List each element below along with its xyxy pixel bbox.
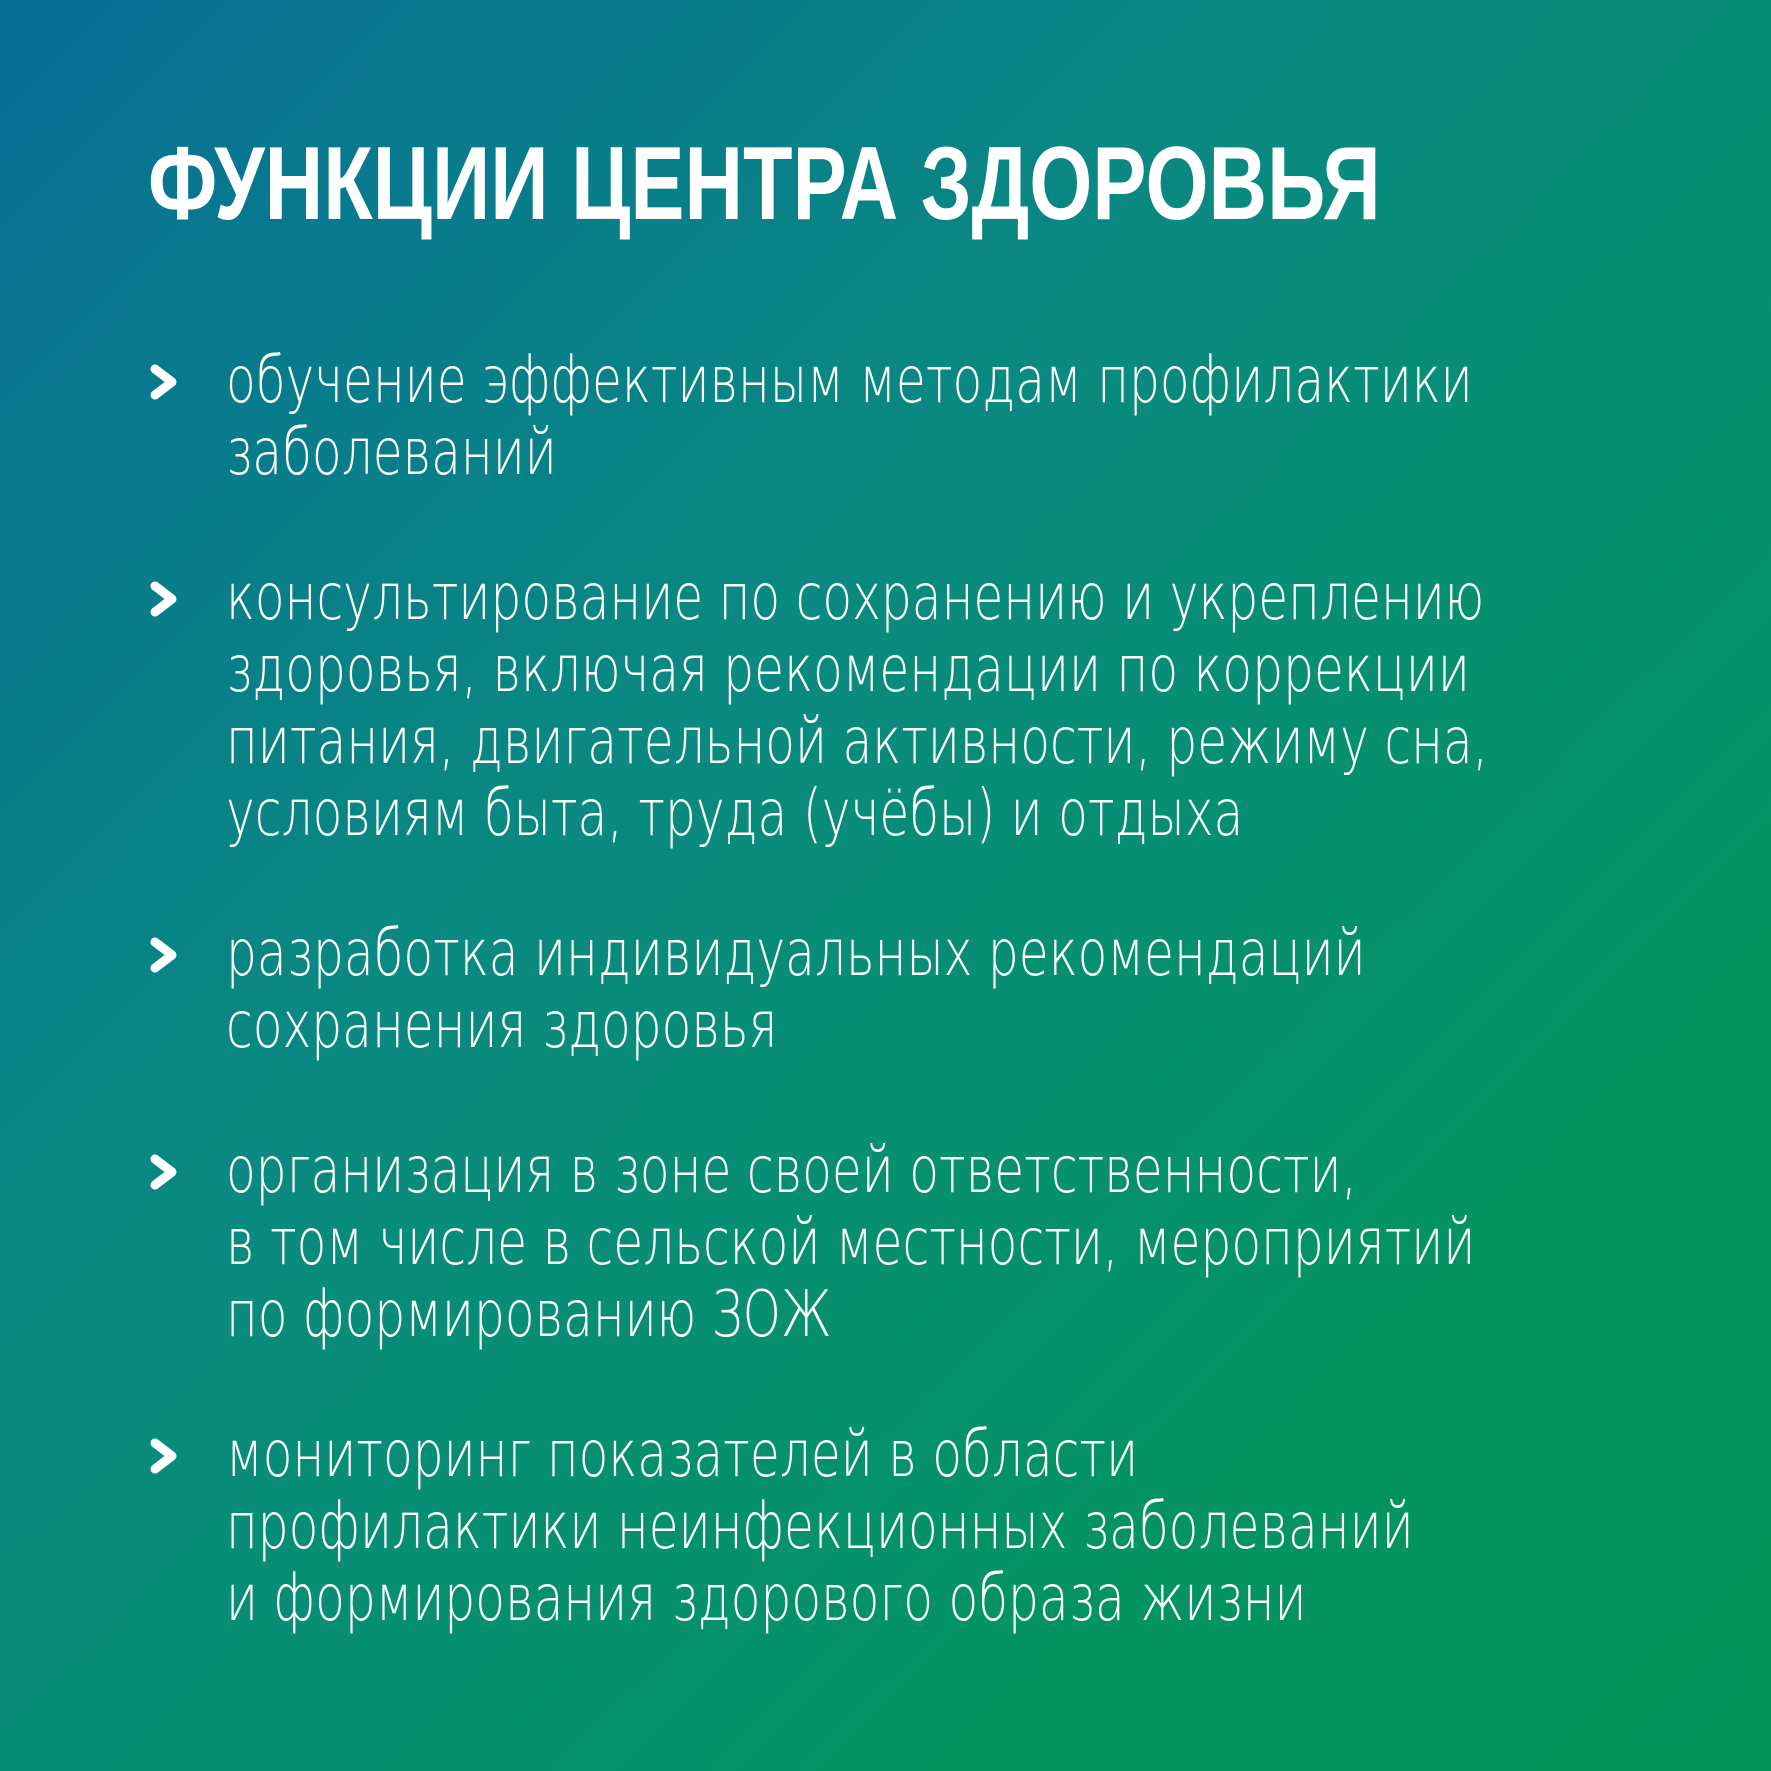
text-line: мониторинг показателей в области xyxy=(226,1418,1139,1492)
text-line: условиям быта, труда (учёбы) и отдыха xyxy=(226,777,1244,851)
chevron-right-icon xyxy=(148,1154,182,1190)
chevron-right-icon xyxy=(148,937,182,973)
chevron-right-icon xyxy=(148,581,182,617)
text-line: организация в зоне своей ответственности, xyxy=(226,1134,1358,1208)
text-line: и формирования здорового образа жизни xyxy=(226,1562,1307,1636)
text-line: здоровья, включая рекомендации по коррекции xyxy=(226,633,1470,707)
list-item-text xyxy=(226,918,1366,1062)
text-line: разработка индивидуальных рекомендаций xyxy=(226,917,1366,991)
chevron-right-icon xyxy=(148,1438,182,1474)
text-line: консультирование по сохранению и укреплению xyxy=(226,561,1485,635)
text-line: в том числе в сельской местности, мероприятий xyxy=(226,1206,1476,1280)
text-line: питания, двигательной активности, режиму сна, xyxy=(226,705,1489,779)
page-title: ФУНКЦИИ ЦЕНТРА ЗДОРОВЬЯ xyxy=(148,126,1381,242)
list-item-text xyxy=(226,1419,1414,1635)
list-item-text xyxy=(226,1135,1475,1351)
list-item-text xyxy=(226,562,1488,850)
text-line: обучение эффективным методам профилактики xyxy=(226,344,1473,418)
text-line: сохранения здоровья xyxy=(226,989,778,1063)
chevron-right-icon xyxy=(148,364,182,400)
text-line: заболеваний xyxy=(226,416,557,490)
text-line: профилактики неинфекционных заболеваний xyxy=(226,1490,1414,1564)
list-item-text xyxy=(226,345,1473,489)
text-line: по формированию ЗОЖ xyxy=(226,1278,832,1352)
